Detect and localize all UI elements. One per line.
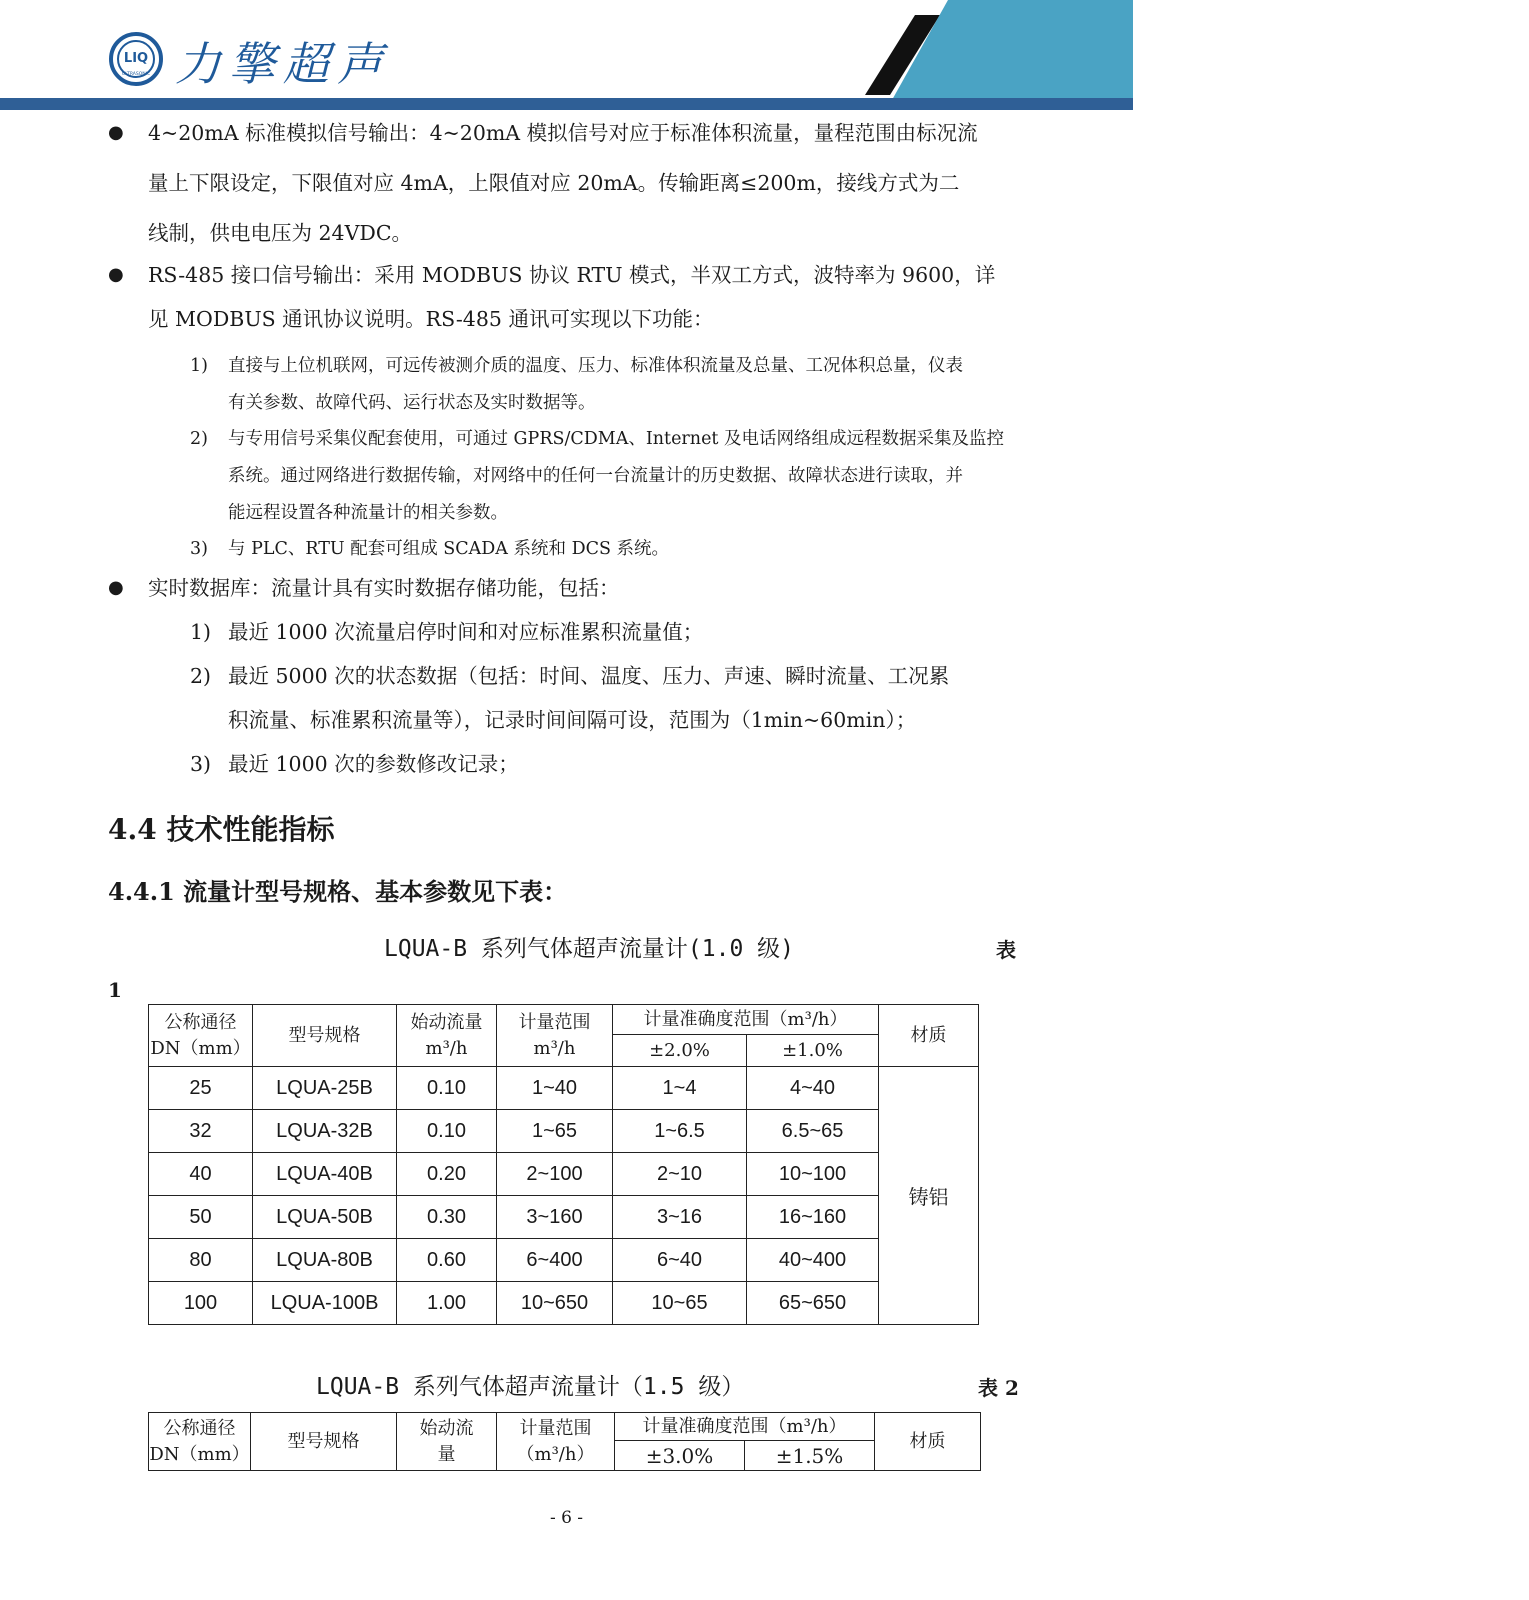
col-header-material: 材质 [875,1413,981,1471]
header-decoration [860,0,1133,110]
bullet-rs485-output [108,253,1028,341]
col-header-dn: 公称通径 DN（mm） [149,1413,251,1471]
col-header-start-flow: 始动流 量 [397,1413,497,1471]
table1-tag: 表 [996,938,1016,962]
table-row: 80 LQUA-80B 0.60 6~400 6~40 40~400 [149,1239,979,1282]
table-row: 25 LQUA-25B 0.10 1~40 1~4 4~40 铸铝 [149,1067,979,1110]
text-line: 4~20mA 标准模拟信号输出：4~20mA 模拟信号对应于标准体积流量，量程范围由标况流 [148,121,978,145]
text-line: RS-485 接口信号输出：采用 MODBUS 协议 RTU 模式，半双工方式，波特率为 9600，详 [148,263,996,287]
text-line: 量上下限设定，下限值对应 4mA，上限值对应 20mA。传输距离≤200m，接线方式为二 [148,171,960,195]
table2-caption: LQUA-B 系列气体超声流量计（1.5 级） [316,1374,745,1400]
page-header [0,0,1529,115]
col-header-accuracy: 计量准确度范围（m³/h） [613,1005,879,1035]
table1 [148,1004,979,1325]
table-row: 40 LQUA-40B 0.20 2~100 2~10 10~100 [149,1153,979,1196]
brand-name: 力擎超声 [175,37,391,91]
bullet-analog-output [108,108,1028,258]
col-header-range: 计量范围 （m³/h） [497,1413,615,1471]
table2-tag: 表 2 [978,1376,1019,1400]
bullet-realtime-db: ● 实时数据库：流量计具有实时数据存储功能，包括： [108,566,1028,610]
table1-caption: LQUA-B 系列气体超声流量计(1.0 级) [384,936,795,962]
db-item-1: 1) 最近 1000 次流量启停时间和对应标准累积流量值； [190,620,704,644]
text-line: 见 MODBUS 通讯协议说明。RS-485 通讯可实现以下功能： [148,307,714,331]
material-cell: 铸铝 [879,1067,979,1325]
db-item-3: 3) 最近 1000 次的参数修改记录； [190,752,519,776]
col-header-start-flow: 始动流量 m³/h [397,1005,497,1067]
text-line: 线制，供电电压为 24VDC。 [148,221,413,245]
col-header-accuracy-a: ±2.0% [613,1035,747,1067]
svg-text:ULTRASONIC: ULTRASONIC [121,72,151,77]
table1-tag-number: 1 [108,978,122,1002]
table2 [148,1412,981,1471]
table-row: 50 LQUA-50B 0.30 3~160 3~16 16~160 [149,1196,979,1239]
col-header-accuracy: 计量准确度范围（m³/h） [615,1413,875,1441]
col-header-accuracy-b: ±1.0% [747,1035,879,1067]
brand-logo-icon [108,31,164,87]
col-header-dn: 公称通径 DN（mm） [149,1005,253,1067]
table-row: 32 LQUA-32B 0.10 1~65 1~6.5 6.5~65 [149,1110,979,1153]
page-number: - 6 - [549,1508,584,1528]
table-row: 100 LQUA-100B 1.00 10~650 10~65 65~650 [149,1282,979,1325]
col-header-accuracy-b: ±1.5% [745,1441,875,1471]
svg-text:LIQ: LIQ [123,51,149,66]
rs485-item-3: 3) 与 PLC、RTU 配套可组成 SCADA 系统和 DCS 系统。 [190,539,670,559]
db-item-2: 2) 最近 5000 次的状态数据（包括：时间、温度、压力、声速、瞬时流量、工况累 积流量、标准累积流量等），记录时间间隔可设，范围为（1min~60min）； [190,664,950,732]
bullet-dot: ● [108,577,124,598]
col-header-model: 型号规格 [251,1413,397,1471]
bullet-dot: ● [108,264,124,285]
rs485-item-1: 1) 直接与上位机联网，可远传被测介质的温度、压力、标准体积流量及总量、工况体积总量，仪表 有关参数、故障代码、运行状态及实时数据等。 [190,356,963,413]
col-header-accuracy-a: ±3.0% [615,1441,745,1471]
col-header-model: 型号规格 [253,1005,397,1067]
section-subtitle: 4.4.1 流量计型号规格、基本参数见下表： [108,877,568,906]
col-header-material: 材质 [879,1005,979,1067]
rs485-item-2: 2) 与专用信号采集仪配套使用，可通过 GPRS/CDMA、Internet 及电话网络组成远程数据采集及监控 系统。通过网络进行数据传输，对网络中的任何一台流量计的历史数据、故障状态进行读取，并 能远程设置各种流量计的相关参数。 [190,429,1005,523]
col-header-range: 计量范围 m³/h [497,1005,613,1067]
bullet-dot: ● [108,122,124,143]
section-title: 4.4 技术性能指标 [108,813,335,846]
